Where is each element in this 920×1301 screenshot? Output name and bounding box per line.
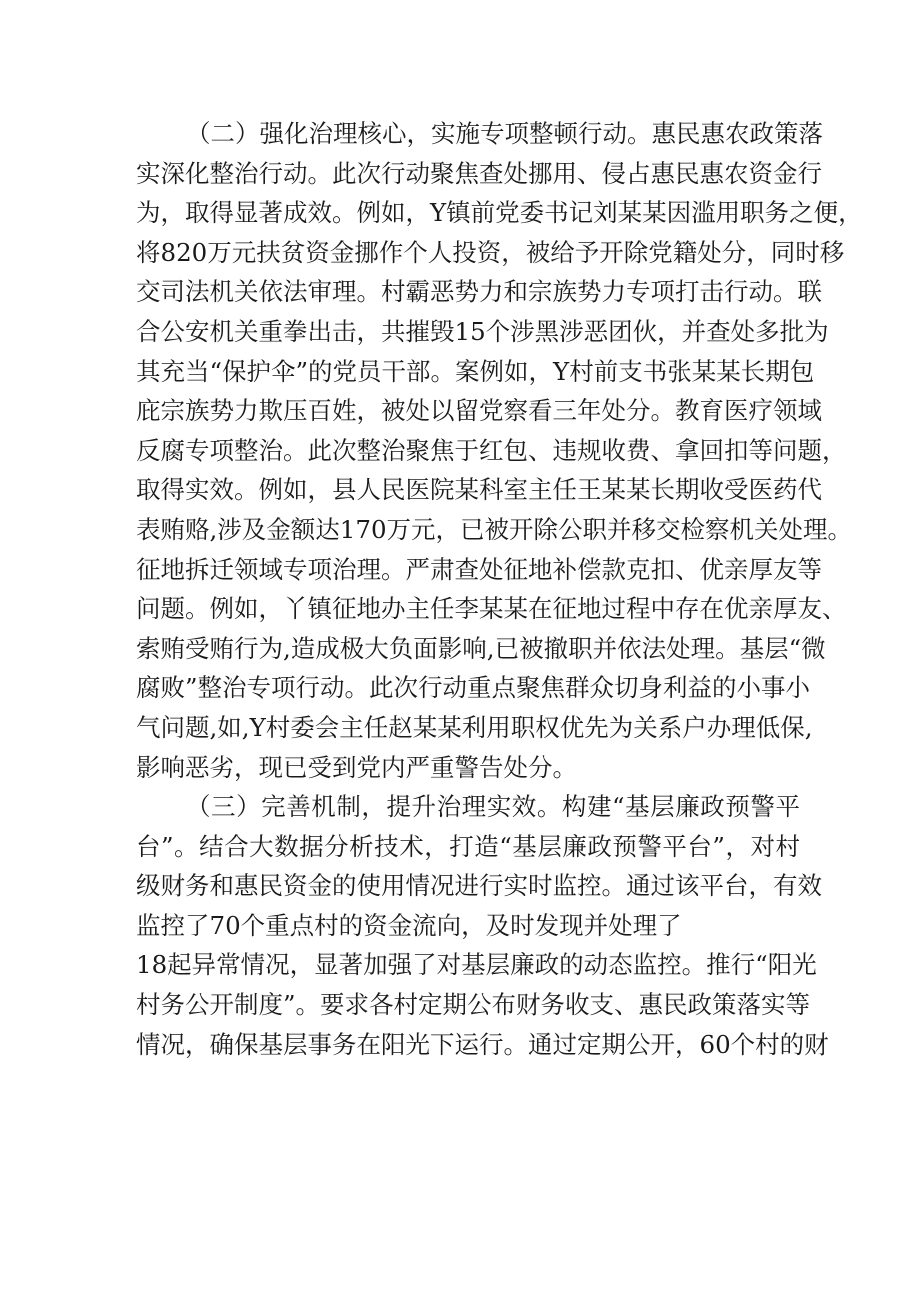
text-line: 影响恶劣，现已受到党内严重警告处分。 [136,752,577,782]
text-line: 取得实效。例如，县人民医院某科室主任王某某长期收受医药代 [136,475,822,505]
text-line: 监控了70个重点村的资金流向，及时发现并处理了 [136,910,682,940]
text-line: 表贿赂,涉及金额达170万元，已被开除公职并移交检察机关处理。 [136,514,853,544]
text-line: 问题。例如，丫镇征地办主任李某某在征地过程中存在优亲厚友、 [136,594,847,624]
paragraph-section-two [136,114,863,787]
text-line: 级财务和惠民资金的使用情况进行实时监控。通过该平台，有效 [136,871,822,901]
text-line: 18起异常情况，显著加强了对基层廉政的动态监控。推行“阳光 [136,950,817,980]
text-line: （三）完善机制，提升治理实效。构建“基层廉政预警平 [186,792,800,822]
text-line: 反腐专项整治。此次整治聚焦于红包、违规收费、拿回扣等问题， [136,435,847,465]
document-body [136,114,863,1064]
text-line: 腐败”整治专项行动。此次行动重点聚焦群众切身利益的小事小 [136,673,811,703]
text-line: 气问题,如,Y村委会主任赵某某利用职权优先为关系户办理低保, [136,712,813,742]
text-line: 实深化整治行动。此次行动聚焦查处挪用、侵占惠民惠农资金行 [136,158,822,188]
text-line: 交司法机关依法审理。村霸恶势力和宗族势力专项打击行动。联 [136,277,822,307]
text-line: 庇宗族势力欺压百姓，被处以留党察看三年处分。教育医疗领域 [136,396,822,426]
text-line: 合公安机关重拳出击，共摧毁15个涉黑涉恶团伙，并查处多批为 [136,316,829,346]
text-line: 村务公开制度”。要求各村定期公布财务收支、惠民政策落实等 [136,990,811,1020]
text-line: 台”。结合大数据分析技术，打造“基层廉政预警平台”，对村 [136,831,800,861]
text-line: 其充当“保护伞”的党员干部。案例如，Y村前支书张某某长期包 [136,356,815,386]
text-line: 情况，确保基层事务在阳光下运行。通过定期公开，60个村的财 [136,1029,829,1059]
paragraph-section-three [136,787,829,1064]
text-line: 为，取得显著成效。例如，Y镇前党委书记刘某某因滥用职务之便， [136,198,863,228]
text-line: 将820万元扶贫资金挪作个人投资，被给予开除党籍处分，同时移 [136,237,845,267]
text-line: 征地拆迁领域专项治理。严肃查处征地补偿款克扣、优亲厚友等 [136,554,822,584]
text-line: （二）强化治理核心，实施专项整顿行动。惠民惠农政策落 [186,119,823,148]
text-line: 索贿受贿行为,造成极大负面影响,已被撤职并依法处理。基层“微 [136,633,826,663]
